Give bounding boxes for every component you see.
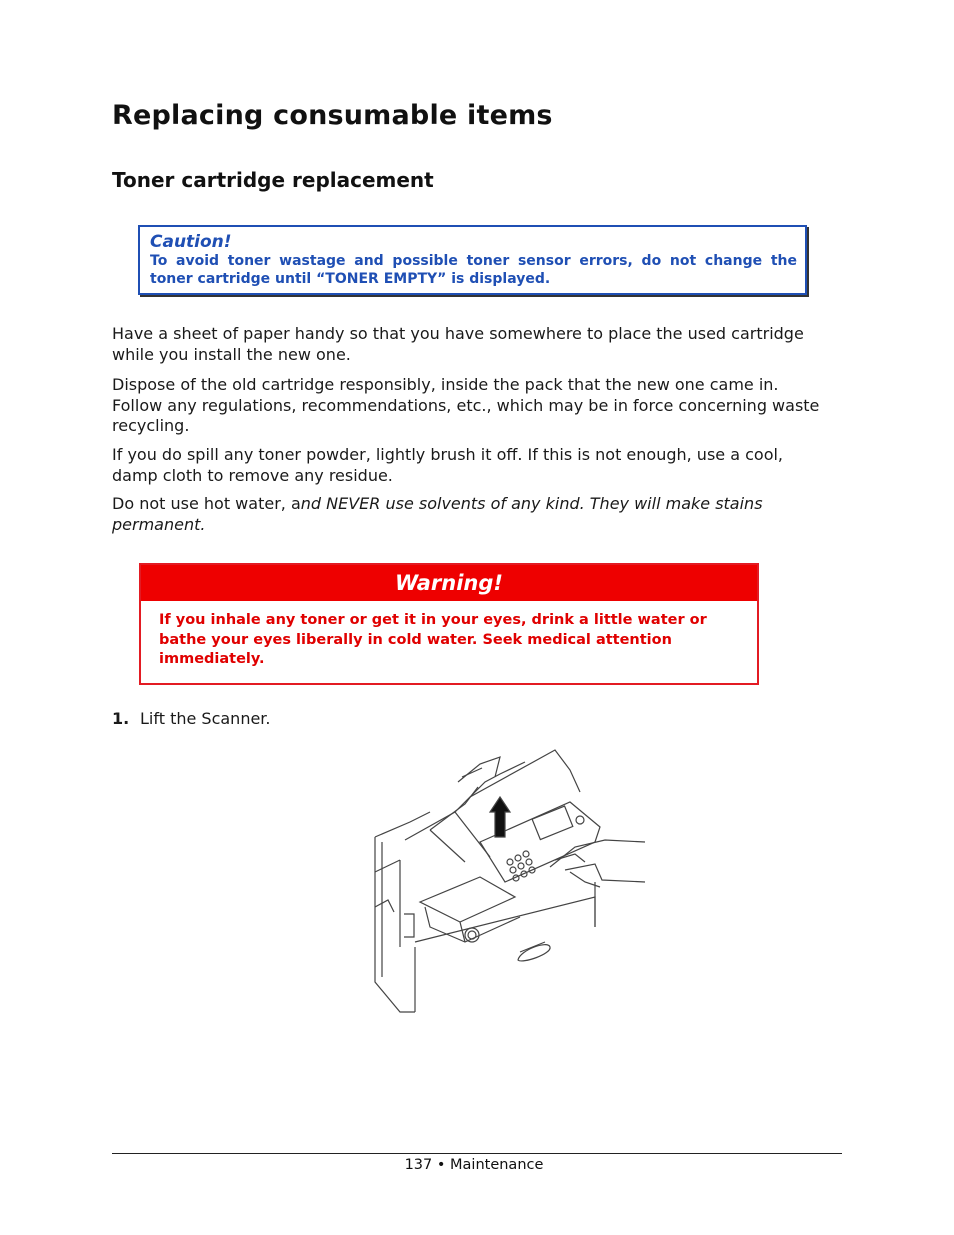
paragraph-hot-water-normal: Do not use hot water, a <box>112 494 301 513</box>
warning-title: Warning! <box>141 565 757 601</box>
section-title: Toner cartridge replacement <box>112 168 434 192</box>
paragraph-dispose: Dispose of the old cartridge responsibly, inside the pack that the new one came in. Follow any regulations, recommendations, etc., which may be in force concerning waste recycling. <box>112 375 820 435</box>
caution-text: To avoid toner wastage and possible toner sensor errors, do not change the toner cartridge until “TONER EMPTY” is displayed. <box>150 253 797 287</box>
footer-rule <box>112 1153 842 1154</box>
paragraph-hot-water <box>112 494 832 535</box>
page-title: Replacing consumable items <box>112 100 553 131</box>
paragraph-hot-water-italic: nd NEVER use solvents of any kind. They will make stains permanent. <box>112 494 763 534</box>
paragraph-spill: If you do spill any toner powder, lightly brush it off. If this is not enough, use a cool, damp cloth to remove any residue. <box>112 445 784 485</box>
warning-box <box>139 563 759 685</box>
caution-title: Caution! <box>150 232 232 252</box>
caution-box <box>138 225 807 295</box>
scanner-lift-illustration <box>370 742 650 1017</box>
step-1 <box>112 709 271 729</box>
page-footer: 137 • Maintenance <box>404 1157 544 1173</box>
step-number: 1. <box>112 709 130 728</box>
warning-text: If you inhale any toner or get it in your eyes, drink a little water or bathe your eyes liberally in cold water. Seek medical attention immediately. <box>159 612 707 667</box>
step-text: Lift the Scanner. <box>140 709 271 728</box>
paragraph-paper: Have a sheet of paper handy so that you have somewhere to place the used cartridge while you install the new one. <box>112 324 804 364</box>
